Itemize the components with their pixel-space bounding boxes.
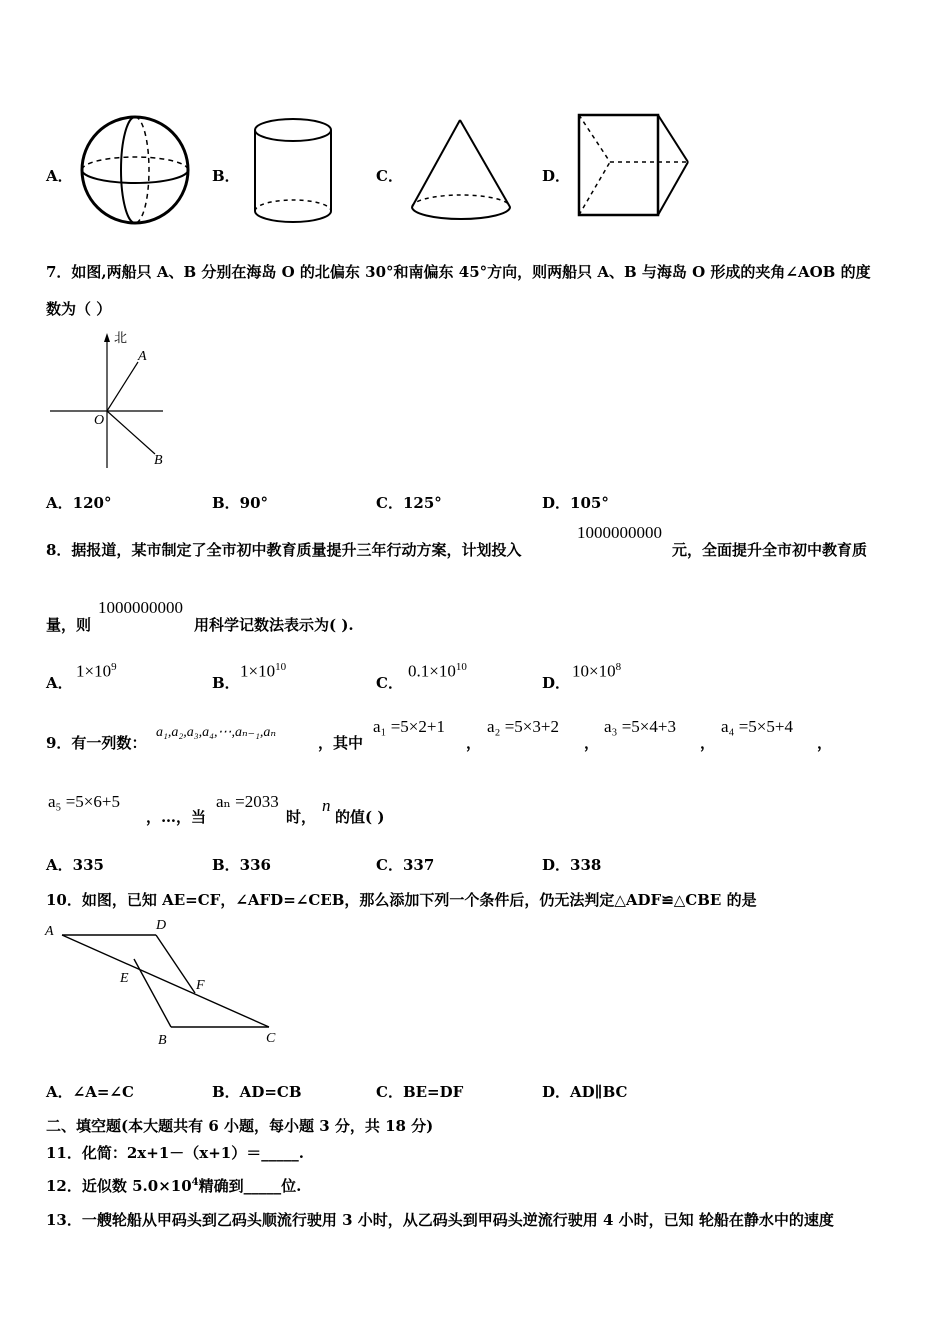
q9-dang: ，…，当 [146, 808, 207, 826]
q6-option-b-label: B． [212, 167, 240, 185]
q10-option-a: A．∠A=∠C [46, 1083, 134, 1101]
q9-option-c: C．337 [376, 856, 435, 874]
q9-eq3: a₃ =5×4+3 [604, 717, 676, 736]
q8-option-c-label: C． [376, 674, 403, 692]
q7-stem-line2: 数为（ ） [46, 300, 112, 318]
q9-eq1: a₁ =5×2+1 [373, 717, 445, 736]
q9-sep1: ， [466, 734, 482, 752]
cylinder-figure [253, 118, 333, 228]
q9-n: n [322, 796, 331, 815]
q9-eq2: a₂ =5×3+2 [487, 717, 559, 736]
q9-option-d: D．338 [542, 856, 602, 874]
q7-option-a: A．120° [46, 494, 112, 512]
q6-option-d-label: D． [542, 167, 571, 185]
q8-option-c-value: $0.1\times 10^{10}$ [408, 661, 467, 681]
q9-sep2: ， [584, 734, 600, 752]
q9-sep3: ， [700, 734, 716, 752]
q7-option-c: C．125° [376, 494, 442, 512]
q7-option-b: B．90° [212, 494, 269, 512]
tri-label-a: A [45, 924, 54, 939]
q10-triangle-figure [44, 918, 284, 1050]
q8-option-a-label: A． [46, 674, 73, 692]
tri-label-d: D [156, 918, 167, 933]
q9-qizhong: ，其中 [318, 734, 364, 752]
q6-option-a-label: A． [46, 167, 73, 185]
q8-amount-2: 1000000000 [98, 598, 183, 617]
q9-eq5: a₅ =5×6+5 [48, 792, 120, 811]
point-o-label: O [94, 413, 105, 428]
q9-zhi: 的值( ) [335, 808, 385, 826]
q9-stem-prefix: 9．有一列数： [46, 734, 147, 752]
q11-stem: 11．化简：2x+1－（x+1）＝_____. [46, 1144, 304, 1162]
q9-sequence: a₁,a₂,a₃,a₄,⋯,aₙ₋₁,aₙ [156, 725, 277, 740]
q6-option-c-label: C． [376, 167, 403, 185]
q9-an-eq: aₙ =2033 [216, 792, 279, 811]
point-b-label: B [154, 453, 163, 468]
tri-label-b: B [158, 1033, 167, 1048]
q7-direction-figure [50, 330, 170, 470]
q8-option-b-value: $1\times 10^{10}$ [240, 661, 287, 681]
q8-option-b-label: B． [212, 674, 240, 692]
section2-heading: 二、填空题(本大题共有 6 小题，每小题 3 分，共 18 分) [46, 1117, 434, 1135]
q10-option-c: C．BE=DF [376, 1083, 464, 1101]
q9-eq4: a₄ =5×5+4 [721, 717, 793, 736]
tri-label-f: F [196, 978, 205, 993]
q8-option-d-value: $10\times 10^8$ [572, 661, 622, 681]
q7-option-d: D．105° [542, 494, 609, 512]
q7-stem-line1: 7．如图,两船只 A、B 分别在海岛 O 的北偏东 30°和南偏东 45°方向，则两船只 A、B 与海岛 O 形成的夹角∠AOB 的度 [46, 263, 871, 281]
q8-stem-line2b: 用科学记数法表示为( ). [194, 616, 354, 634]
sphere-figure [80, 115, 190, 225]
q10-option-d: D．AD∥BC [542, 1083, 628, 1101]
q9-shi: 时， [286, 808, 317, 826]
q9-option-b: B．336 [212, 856, 271, 874]
q8-option-d-label: D． [542, 674, 571, 692]
q8-option-a-value: $1\times 10^9$ [76, 661, 117, 681]
tri-label-e: E [120, 971, 129, 986]
q13-stem: 13．一艘轮船从甲码头到乙码头顺流行驶用 3 小时，从乙码头到甲码头逆流行驶用 4 小时，已知 轮船在静水中的速度 [46, 1211, 834, 1229]
q8-stem-part2: 元，全面提升全市初中教育质 [672, 541, 868, 559]
north-label: 北 [114, 330, 128, 345]
q12-stem: 12．近似数 $5.0\times 10^4$精确到_____位. [46, 1177, 302, 1195]
q10-option-b: B．AD=CB [212, 1083, 302, 1101]
q10-stem: 10．如图，已知 AE=CF，∠AFD=∠CEB，那么添加下列一个条件后，仍无法判定△ADF≌△CBE 的是 [46, 891, 757, 909]
tri-label-c: C [266, 1031, 276, 1046]
cone-figure [410, 118, 514, 223]
q8-stem-part1: 8．据报道，某市制定了全市初中教育质量提升三年行动方案，计划投入 [46, 541, 522, 559]
prism-figure [576, 112, 692, 218]
q8-stem-line2a: 量，则 [46, 616, 92, 634]
q9-sep4: ， [817, 734, 833, 752]
point-a-label: A [138, 349, 147, 364]
q9-option-a: A．335 [46, 856, 104, 874]
q8-amount-1: 1000000000 [577, 523, 662, 542]
